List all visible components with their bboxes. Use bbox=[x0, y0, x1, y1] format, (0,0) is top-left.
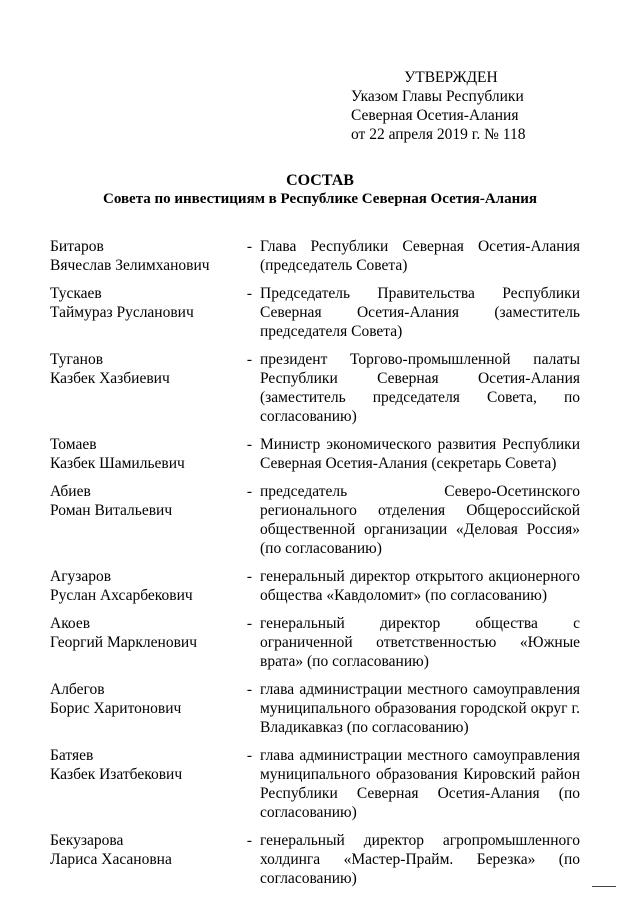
approval-title: УТВЕРЖДЕН bbox=[404, 69, 498, 86]
member-surname: Абиев bbox=[50, 483, 91, 500]
member-entry bbox=[50, 567, 578, 605]
member-entry bbox=[50, 435, 578, 473]
member-role: Министр экономического развития Республики Северная Осетия-Алания (секретарь Совета) bbox=[260, 436, 580, 472]
member-name bbox=[50, 284, 236, 341]
member-given-name: Лариса Хасановна bbox=[50, 851, 172, 868]
approval-block bbox=[351, 68, 551, 144]
member-surname: Агузаров bbox=[50, 568, 112, 585]
member-role: глава администрации местного самоуправления муниципального образования городской округ г. Владикавказ (по согласованию) bbox=[260, 681, 580, 736]
document-title: СОСТАВ bbox=[286, 172, 354, 189]
member-name bbox=[50, 831, 236, 888]
member-role: председатель Северо-Осетинского регионального отделения Общероссийской общественной организации «Деловая Россия» (по согласованию) bbox=[260, 483, 580, 557]
member-entry bbox=[50, 614, 578, 671]
member-entry bbox=[50, 350, 578, 426]
members-list bbox=[50, 237, 578, 888]
member-role: Председатель Правительства Республики Северная Осетия-Алания (заместитель председателя Совета) bbox=[260, 285, 580, 340]
member-role: президент Торгово-промышленной палаты Республики Северная Осетия-Алания (заместитель председателя Совета, по согласованию) bbox=[260, 351, 580, 425]
member-entry bbox=[50, 746, 578, 822]
member-dash: - bbox=[246, 832, 252, 849]
page-edge-mark bbox=[592, 886, 616, 887]
member-surname: Албегов bbox=[50, 681, 105, 698]
member-given-name: Казбек Шамильевич bbox=[50, 455, 185, 472]
member-surname: Битаров bbox=[50, 238, 104, 255]
member-role: генеральный директор общества с ограниченной ответственностью «Южные врата» (по согласованию) bbox=[260, 615, 580, 670]
member-name bbox=[50, 746, 236, 822]
member-dash: - bbox=[246, 681, 252, 698]
member-dash: - bbox=[246, 436, 252, 453]
member-given-name: Таймураз Русланович bbox=[50, 304, 194, 321]
member-name bbox=[50, 435, 236, 473]
member-name bbox=[50, 680, 236, 737]
member-dash: - bbox=[246, 238, 252, 255]
member-given-name: Георгий Маркленович bbox=[50, 634, 197, 651]
member-dash: - bbox=[246, 483, 252, 500]
member-surname: Батяев bbox=[50, 747, 94, 764]
member-given-name: Руслан Ахсарбекович bbox=[50, 587, 193, 604]
member-entry bbox=[50, 680, 578, 737]
member-dash: - bbox=[246, 747, 252, 764]
member-role: глава администрации местного самоуправления муниципального образования Кировский район Республики Северная Осетия-Алания (по согласованию) bbox=[260, 747, 580, 821]
member-surname: Томаев bbox=[50, 436, 97, 453]
member-name bbox=[50, 614, 236, 671]
member-surname: Туганов bbox=[50, 351, 104, 368]
member-dash: - bbox=[246, 351, 252, 368]
approval-line-2: Северная Осетия-Алания bbox=[351, 107, 519, 124]
member-role: генеральный директор агропромышленного холдинга «Мастер-Прайм. Березка» (по согласованию) bbox=[260, 832, 580, 887]
member-role: Глава Республики Северная Осетия-Алания (председатель Совета) bbox=[260, 238, 580, 274]
member-entry bbox=[50, 284, 578, 341]
approval-line-3: от 22 апреля 2019 г. № 118 bbox=[351, 126, 526, 143]
member-dash: - bbox=[246, 285, 252, 302]
member-name bbox=[50, 482, 236, 558]
member-name bbox=[50, 567, 236, 605]
member-surname: Акоев bbox=[50, 615, 91, 632]
member-given-name: Вячеслав Зелимханович bbox=[50, 257, 210, 274]
member-given-name: Казбек Хазбиевич bbox=[50, 370, 170, 387]
member-name bbox=[50, 237, 236, 275]
member-entry bbox=[50, 831, 578, 888]
member-name bbox=[50, 350, 236, 426]
member-entry bbox=[50, 482, 578, 558]
member-surname: Бекузарова bbox=[50, 832, 124, 849]
document-subtitle: Совета по инвестициям в Республике Северная Осетия-Алания bbox=[102, 191, 537, 207]
member-given-name: Казбек Изатбекович bbox=[50, 766, 183, 783]
member-role: генеральный директор открытого акционерного общества «Кавдоломит» (по согласованию) bbox=[260, 568, 580, 604]
approval-line-1: Указом Главы Республики bbox=[351, 88, 524, 105]
member-dash: - bbox=[246, 615, 252, 632]
member-surname: Тускаев bbox=[50, 285, 102, 302]
member-entry bbox=[50, 237, 578, 275]
member-dash: - bbox=[246, 568, 252, 585]
document-heading bbox=[40, 171, 600, 209]
member-given-name: Роман Витальевич bbox=[50, 502, 173, 519]
member-given-name: Борис Харитонович bbox=[50, 700, 182, 717]
